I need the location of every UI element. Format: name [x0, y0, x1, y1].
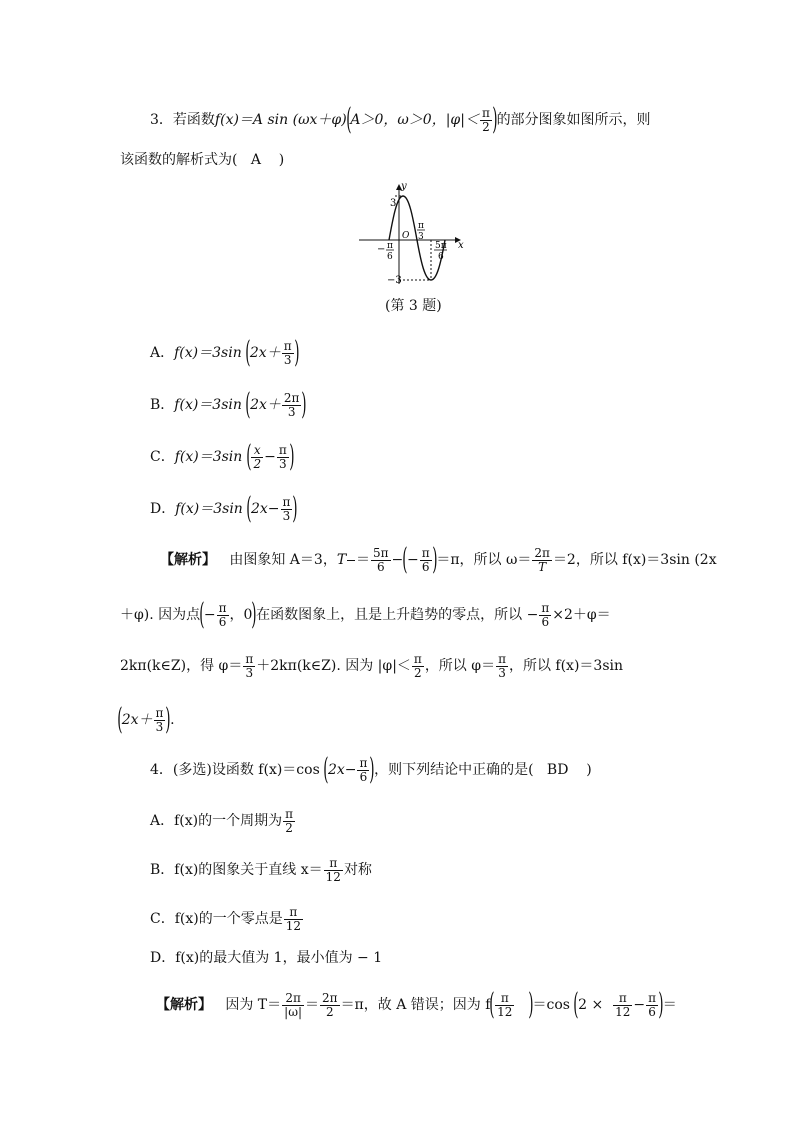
option-tail: 对称 [343, 862, 372, 879]
pi2-frac: $\frac{\pi}{2}$ [413, 652, 422, 680]
option-lhs: f(x)＝3sin [174, 397, 242, 413]
tick-minus-3: −3 [387, 275, 402, 286]
option-label: A． [150, 813, 175, 830]
pi12-frac: $\frac{\pi}{12}$ [497, 990, 513, 1019]
sine-curve [389, 196, 445, 280]
sol-text: 2kπ(k∈Z)，得 φ＝ [120, 658, 243, 675]
twopi-2-frac: $\frac{2\pi}{2}$ [322, 990, 338, 1019]
tick-3: 3 [390, 198, 397, 209]
option-text: f(x)的一个周期为 [174, 813, 283, 830]
option-text: f(x)的一个零点是 [174, 911, 283, 928]
q4-solution-line1: 【解析】 因为 T＝ $\frac{2\pi}{|\omega|}$ ＝ $\frac{2\pi}{2}$ ＝π，故 A 错误；因为 f( $\frac{\pi}{12}$ )＝cos (2 × $\frac{\pi}{12}$ − $\frac{\pi}{6}$ )＝ [156, 987, 677, 1022]
q3-stem-text-c: 该函数的解析式为( [120, 152, 238, 168]
option-fraction: $\frac{\pi}{3}$ [283, 338, 292, 367]
q3-stem-line2 [120, 153, 284, 167]
sol-text: ＝2，所以 f(x)＝3sin (2x [552, 552, 717, 568]
pi3-frac: $\frac{\pi}{3}$ [498, 652, 506, 680]
fivepi6-num: 5π [435, 241, 447, 251]
q3-option-b[interactable]: B．f(x)＝3sin (2x＋ $\frac{2\pi}{3}$ ) [150, 387, 307, 422]
fivepi6-frac: $\frac{5\pi}{6}$ [373, 545, 389, 574]
sol-text: 由图象知 A＝3， [229, 552, 337, 568]
sol-text: − [391, 552, 404, 568]
q4-option-b[interactable] [150, 857, 372, 883]
q4-option-a[interactable] [150, 808, 296, 834]
sol-text: 因为 T＝ [225, 997, 282, 1013]
option-label: A． [150, 345, 175, 361]
q4-stem: 4．(多选)设函数 f(x)＝cos (2x− $\frac{\pi}{6}$ )，则下列结论中正确的是( BD ) [150, 752, 592, 787]
y-label: y [401, 181, 407, 192]
sol-text: 在函数图象上，且是上升趋势的零点，所以 − [256, 607, 539, 623]
minus-sign: − [264, 449, 276, 465]
option-fraction: $\frac{\pi}{3}$ [278, 442, 287, 471]
q4-answer: BD [546, 762, 569, 778]
x-label: x [458, 240, 464, 251]
sol-text: 2x＋ [121, 712, 153, 728]
q3-answer: A [250, 152, 261, 168]
option-label: D． [150, 950, 176, 966]
q4-stem-text-b: ，则下列结论中正确的是( [374, 762, 534, 778]
q4-option-d[interactable] [150, 951, 382, 965]
option-fraction: $\frac{\pi}{12}$ [325, 856, 341, 884]
pi3-frac: $\frac{\pi}{3}$ [245, 652, 254, 680]
option-text: f(x)的最大值为 1，最小值为 − 1 [175, 950, 383, 966]
pi6-den: 6 [387, 252, 393, 262]
q4-stem-text: (多选)设函数 f(x)＝cos [172, 762, 320, 778]
option-inner-fraction: $\frac{x}{2}$ [253, 442, 262, 471]
option-inner: 2x＋ [250, 397, 281, 413]
option-fraction: $\frac{\pi}{12}$ [285, 905, 302, 933]
q3-figure [355, 178, 475, 290]
sol-text: . [170, 712, 175, 728]
sol-text: ＝ [305, 997, 320, 1013]
pi6-frac: $\frac{\pi}{6}$ [218, 600, 227, 629]
q3-function: f(x)＝A sin (ωx＋φ) [214, 112, 347, 128]
sol-text: ，0 [229, 607, 253, 623]
option-label: B． [150, 397, 175, 413]
option-label: B． [150, 862, 175, 879]
q3-solution-line2: ＋φ). 因为点(− $\frac{\pi}{6}$ ，0)在函数图象上，且是上升趋势的零点，所以 − $\frac{\pi}{6}$ ×2＋φ＝ [120, 597, 611, 632]
q3-solution-line1: 【解析】 由图象知 A＝3，T ＝ $\frac{5\pi}{6}$ −(− $\frac{\pi}{6}$ )＝π，所以 ω＝ $\frac{2\pi}{T}$ ＝2，所以 f(x)＝3sin (2x [160, 542, 717, 577]
pi6-num: π [387, 241, 393, 251]
fivepi6-den: 6 [438, 252, 444, 262]
q3-stem-text-b: 的部分图象如图所示，则 [496, 112, 651, 128]
sol-text: ，所以 f(x)＝3sin [508, 658, 624, 675]
figure-caption: (第 3 题) [385, 298, 442, 314]
sol-text: − [406, 552, 419, 568]
sol-text: ＝π，故 A 错误；因为 f [340, 997, 491, 1013]
sol-text: ＝ [356, 552, 370, 568]
sol-text: ＋φ). 因为点 [120, 607, 201, 623]
solution-tag: 【解析】 [156, 997, 212, 1013]
option-fraction: $\frac{\pi}{3}$ [282, 494, 291, 523]
pi3-num: π [418, 221, 424, 231]
pi6-frac: $\frac{\pi}{6}$ [541, 600, 550, 629]
q3-fraction-pi-2: $\frac{\pi}{2}$ [481, 105, 490, 134]
q4-inner: 2x− [327, 762, 357, 778]
option-label: D． [150, 501, 176, 517]
q4-number: 4． [150, 762, 173, 778]
q3-solution-line3 [120, 653, 623, 679]
pi12-frac: $\frac{\pi}{12}$ [615, 990, 631, 1019]
twopi-absw-frac: $\frac{2\pi}{|\omega|}$ [284, 990, 303, 1019]
option-label: C． [150, 911, 175, 928]
option-lhs: f(x)＝3sin [174, 345, 242, 361]
q3-solution-line4: (2x＋ $\frac{\pi}{3}$ ). [117, 702, 175, 737]
twopi-T-frac: $\frac{2\pi}{T}$ [534, 545, 550, 574]
origin-label: O [402, 231, 410, 241]
option-fraction: $\frac{2\pi}{3}$ [283, 390, 300, 419]
q3-conditions: A＞0，ω＞0，|φ|＜ [350, 112, 479, 128]
sol-text: ＝ [662, 997, 677, 1013]
right-paren: ) [492, 102, 498, 137]
q3-stem-text: 若函数 [172, 112, 215, 128]
q3-number: 3． [150, 112, 173, 128]
option-fraction: $\frac{\pi}{2}$ [285, 807, 294, 835]
pi6-frac: $\frac{\pi}{6}$ [648, 990, 657, 1019]
pi3-den: 3 [418, 232, 424, 242]
q3-stem-line1 [150, 102, 651, 137]
option-lhs: f(x)＝3sin [175, 501, 243, 517]
half-frac [347, 547, 355, 573]
sol-text: 2 × [578, 997, 608, 1013]
q4-close: ) [586, 762, 592, 778]
pi3-frac: $\frac{\pi}{3}$ [155, 705, 164, 734]
sol-text: − [633, 997, 646, 1013]
pi6-frac: $\frac{\pi}{6}$ [421, 545, 430, 574]
sine-graph [355, 178, 475, 290]
q4-option-c[interactable] [150, 906, 304, 932]
sol-text: ＝cos [532, 997, 570, 1013]
sol-text: − [203, 607, 216, 623]
solution-tag: 【解析】 [160, 552, 216, 568]
sol-text: ，所以 φ＝ [424, 658, 496, 675]
q4-fraction: $\frac{\pi}{6}$ [359, 755, 368, 784]
option-label: C． [150, 449, 175, 465]
sol-text: ×2＋φ＝ [552, 607, 611, 623]
option-text: f(x)的图象关于直线 x＝ [174, 862, 323, 879]
option-inner: 2x− [251, 501, 280, 517]
q3-option-c[interactable]: C．f(x)＝3sin ( $\frac{x}{2}$ − $\frac{\pi}{3}$ ) [150, 439, 295, 474]
sol-text: ＋2kπ(k∈Z). 因为 |φ|＜ [256, 658, 411, 675]
left-paren: ( [345, 102, 352, 137]
q3-close: ) [278, 152, 285, 168]
option-lhs: f(x)＝3sin [174, 449, 243, 465]
q3-option-a[interactable]: A．f(x)＝3sin (2x＋ $\frac{\pi}{3}$ ) [150, 335, 300, 370]
sol-text: ＝π，所以 ω＝ [436, 552, 532, 568]
neg-sign: − [377, 244, 386, 255]
option-inner: 2x＋ [249, 345, 281, 361]
q3-option-d[interactable]: D．f(x)＝3sin (2x− $\frac{\pi}{3}$ ) [150, 491, 298, 526]
